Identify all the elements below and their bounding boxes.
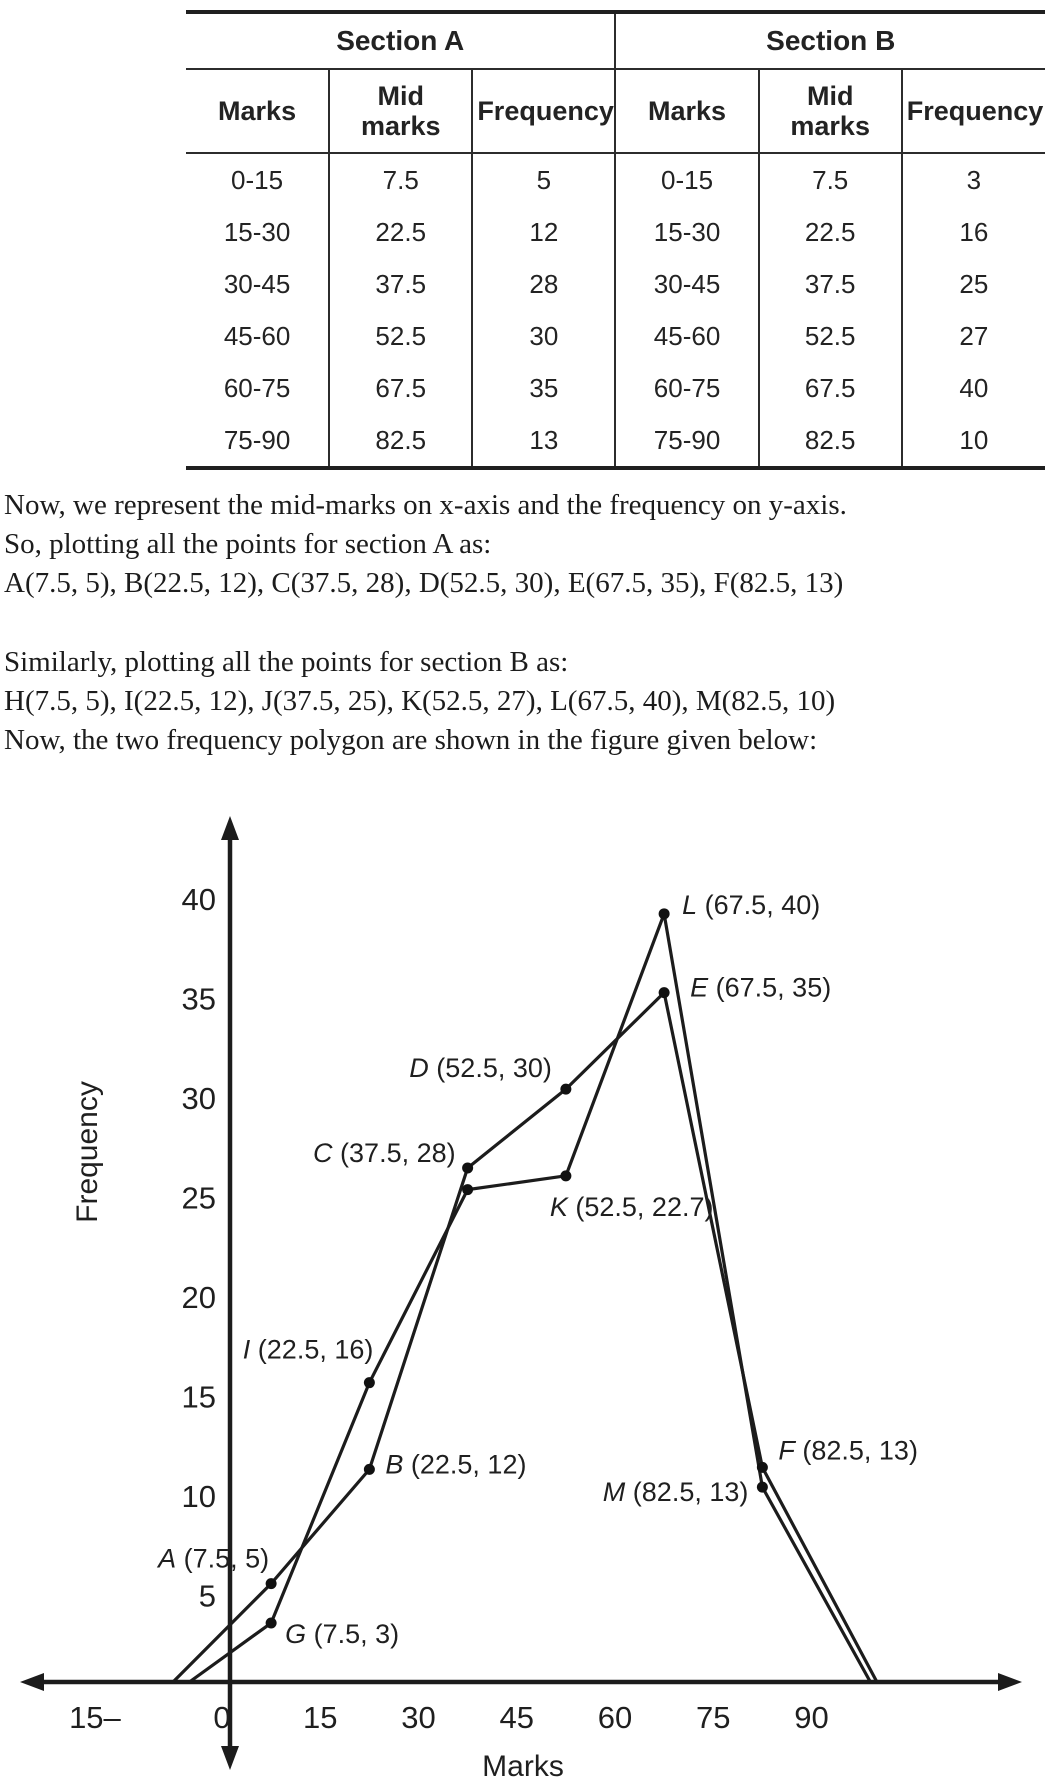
data-point-dot	[757, 1462, 768, 1473]
cell: 30-45	[186, 258, 329, 310]
cell: 37.5	[329, 258, 472, 310]
x-tick-label: 0	[213, 1700, 231, 1735]
data-point-dot	[364, 1464, 375, 1475]
data-point-dot	[364, 1377, 375, 1388]
y-tick-label: 35	[181, 981, 216, 1017]
cell: 75-90	[615, 414, 758, 468]
section-b-header: Section B	[615, 12, 1045, 69]
y-tick-label: 40	[181, 882, 216, 918]
cell: 35	[472, 362, 615, 414]
x-tick-label: 30	[401, 1700, 436, 1735]
column-header-row	[186, 69, 1045, 153]
col-header-frequency-b: Frequency	[902, 69, 1045, 153]
col-header-marks-a: Marks	[186, 69, 329, 153]
table-row	[186, 362, 1045, 414]
data-point-dot	[560, 1084, 571, 1095]
cell: 60-75	[186, 362, 329, 414]
cell: 67.5	[759, 362, 902, 414]
x-axis-title: Marks	[482, 1750, 564, 1783]
point-label: E (67.5, 35)	[690, 972, 832, 1003]
frequency-polygon-chart	[0, 720, 1049, 1786]
y-tick-label: 25	[181, 1180, 216, 1216]
point-label: L (67.5, 40)	[682, 889, 821, 920]
point-label: A (7.5, 5)	[158, 1543, 270, 1574]
section-a-header: Section A	[186, 12, 615, 69]
cell: 13	[472, 414, 615, 468]
cell: 82.5	[759, 414, 902, 468]
text-line-represent: Now, we represent the mid-marks on x-axis and the frequency on y-axis.	[4, 489, 847, 521]
col-header-midmarks-a: Mid marks	[329, 69, 472, 153]
col-header-midmarks-b: Mid marks	[759, 69, 902, 153]
section-header-row	[186, 12, 1045, 69]
y-tick-label: 10	[181, 1479, 216, 1515]
data-point-dot	[659, 908, 670, 919]
cell: 82.5	[329, 414, 472, 468]
data-point-dot	[462, 1162, 473, 1173]
point-label: B (22.5, 12)	[385, 1449, 527, 1480]
point-label: F (82.5, 13)	[778, 1435, 918, 1466]
paragraph-gap	[4, 603, 1046, 643]
y-axis-title: Frequency	[71, 1081, 104, 1223]
data-point-dot	[266, 1578, 277, 1589]
data-point-dot	[266, 1618, 277, 1629]
y-tick-label: 15	[181, 1379, 216, 1415]
cell: 40	[959, 372, 989, 403]
cell: 15-30	[615, 206, 758, 258]
point-label: D (52.5, 30)	[409, 1053, 552, 1084]
col-header-marks-b: Marks	[615, 69, 758, 153]
y-axis-bottom-arrow-icon	[221, 1746, 239, 1770]
point-label: K (52.5, 22.7)	[549, 1191, 714, 1222]
cell: 7.5	[329, 153, 472, 206]
cell: 22.5	[759, 206, 902, 258]
cell: 25	[959, 268, 989, 299]
y-tick-label: 20	[181, 1280, 216, 1316]
cell: 45-60	[186, 310, 329, 362]
table-row	[186, 310, 1045, 362]
cell: 45-60	[615, 310, 758, 362]
col-header-frequency-a: Frequency	[472, 69, 615, 153]
x-tick-label: 75	[696, 1700, 731, 1735]
x-tick-label: 90	[794, 1700, 829, 1735]
text-line-figure-note: Now, the two frequency polygon are shown in the figure given below:	[4, 724, 818, 756]
cell: 3	[966, 164, 982, 195]
marks-frequency-table	[186, 10, 1045, 470]
point-label: M (82.5, 13)	[602, 1477, 749, 1508]
cell: 7.5	[759, 153, 902, 206]
x-tick-label: 45	[499, 1700, 534, 1735]
explanation-text	[4, 486, 1046, 760]
cell: 10	[959, 424, 989, 455]
table-row	[186, 153, 1045, 206]
cell: 5	[472, 153, 615, 206]
cell: 12	[472, 206, 615, 258]
x-axis-left-arrow-icon	[20, 1673, 44, 1691]
cell: 27	[959, 320, 989, 351]
x-tick-label: 15–	[69, 1700, 121, 1735]
data-point-dot	[462, 1184, 473, 1195]
cell: 15-30	[186, 206, 329, 258]
text-line-points-a: A(7.5, 5), B(22.5, 12), C(37.5, 28), D(52.5, 30), E(67.5, 35), F(82.5, 13)	[4, 567, 844, 599]
data-point-dot	[659, 987, 670, 998]
y-tick-label: 30	[181, 1081, 216, 1117]
table-row	[186, 414, 1045, 468]
point-label: C (37.5, 28)	[313, 1137, 456, 1168]
cell: 0-15	[186, 153, 329, 206]
cell: 52.5	[759, 310, 902, 362]
text-line-points-b: H(7.5, 5), I(22.5, 12), J(37.5, 25), K(52.5, 27), L(67.5, 40), M(82.5, 10)	[4, 685, 836, 717]
data-point-dot	[560, 1170, 571, 1181]
frequency-polygon-figure	[0, 720, 1049, 1786]
text-line-plotting-a: So, plotting all the points for section A as:	[4, 528, 492, 560]
cell: 16	[959, 216, 989, 247]
point-label: G (7.5, 3)	[285, 1619, 400, 1650]
cell: 52.5	[329, 310, 472, 362]
y-axis-top-arrow-icon	[221, 816, 239, 840]
cell: 30	[472, 310, 615, 362]
x-tick-label: 60	[597, 1700, 633, 1735]
point-label: I (22.5, 16)	[242, 1334, 374, 1365]
data-point-dot	[757, 1482, 768, 1493]
section-b-polygon	[189, 914, 870, 1682]
x-tick-label: 15	[303, 1700, 338, 1735]
cell: 30-45	[615, 258, 758, 310]
cell: 75-90	[186, 414, 329, 468]
cell: 22.5	[329, 206, 472, 258]
cell: 67.5	[329, 362, 472, 414]
cell: 60-75	[615, 362, 758, 414]
y-tick-label: 5	[198, 1578, 216, 1614]
cell: 37.5	[759, 258, 902, 310]
cell: 0-15	[615, 153, 758, 206]
table-row	[186, 206, 1045, 258]
table-row	[186, 258, 1045, 310]
text-line-plotting-b: Similarly, plotting all the points for section B as:	[4, 646, 569, 678]
x-axis-right-arrow-icon	[998, 1673, 1022, 1691]
cell: 28	[472, 258, 615, 310]
